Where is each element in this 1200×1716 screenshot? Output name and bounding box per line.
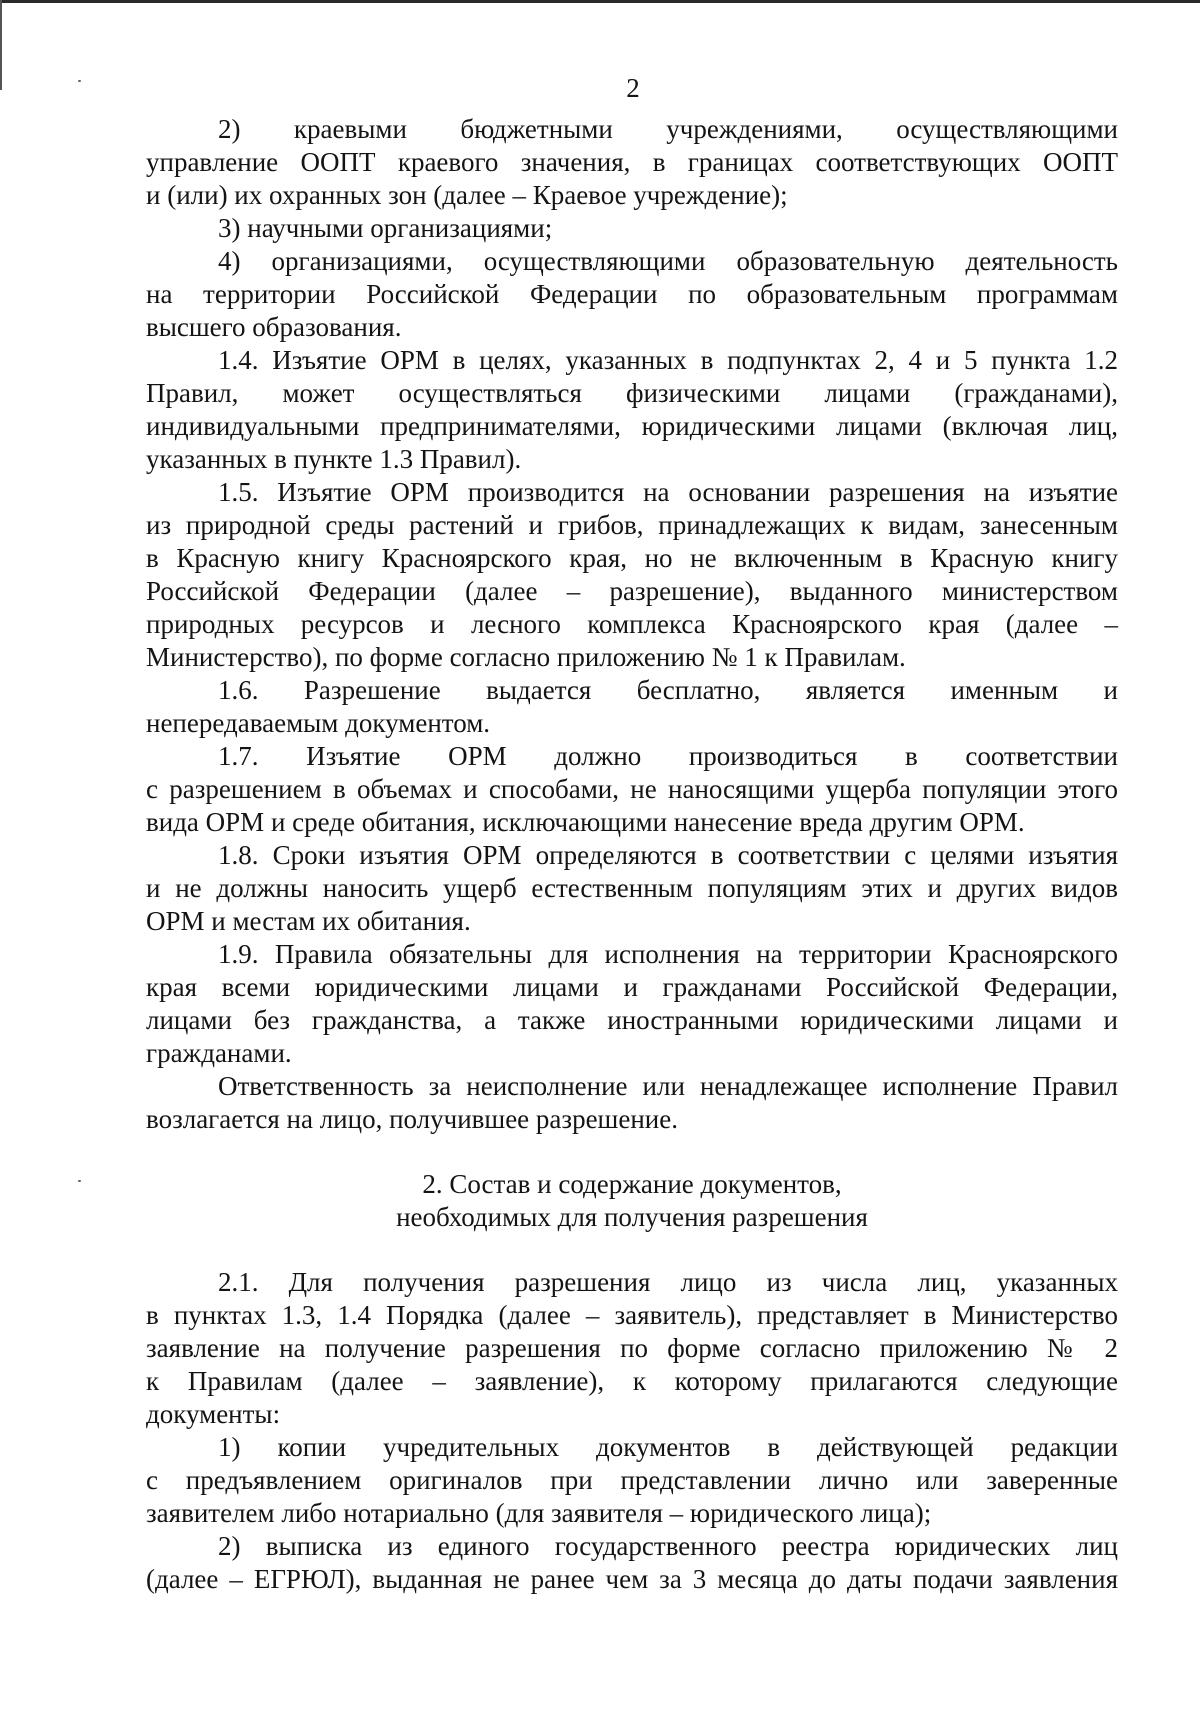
text-line: 2.1. Для получения разрешения лицо из числа лиц, указанных — [218, 1267, 1118, 1297]
body-text-section-1 — [146, 113, 1118, 1136]
section-heading — [146, 1168, 1118, 1234]
text-line: вида ОРМ и среде обитания, исключающими нанесение вреда другим ОРМ. — [146, 807, 1025, 837]
section-heading-line-1: 2. Состав и содержание документов, — [422, 1169, 842, 1199]
text-line: к Правилам (далее – заявление), к которому прилагаются следующие — [146, 1366, 1118, 1396]
text-line: возлагается на лицо, получившее разрешение. — [146, 1104, 678, 1134]
text-line: 2) выписка из единого государственного реестра юридических лиц — [218, 1531, 1118, 1561]
text-line: края всеми юридическими лицами и гражданами Российской Федерации, — [146, 972, 1118, 1002]
text-line: Правил, может осуществляться физическими лицами (гражданами), — [146, 378, 1118, 408]
text-line: высшего образования. — [146, 312, 402, 342]
text-line: 1.7. Изъятие ОРМ должно производиться в соответствии — [218, 741, 1118, 771]
text-line: 1.8. Сроки изъятия ОРМ определяются в соответствии с целями изъятия — [218, 840, 1118, 870]
text-line: управление ООПТ краевого значения, в границах соответствующих ООПТ — [146, 147, 1118, 177]
text-line: 1.4. Изъятие ОРМ в целях, указанных в подпунктах 2, 4 и 5 пункта 1.2 — [218, 345, 1118, 375]
scan-speck — [78, 1180, 81, 1182]
text-line: индивидуальными предпринимателями, юридическими лицами (включая лиц, — [146, 411, 1118, 441]
text-line: в пунктах 1.3, 1.4 Порядка (далее – заявитель), представляет в Министерство — [146, 1300, 1118, 1330]
text-line: 1.5. Изъятие ОРМ производится на основании разрешения на изъятие — [218, 477, 1118, 507]
text-line: 4) организациями, осуществляющими образовательную деятельность — [218, 246, 1118, 276]
page-number: 2 — [626, 73, 640, 103]
text-line: природных ресурсов и лесного комплекса Красноярского края (далее – — [146, 609, 1118, 639]
text-line: заявителем либо нотариально (для заявителя – юридического лица); — [146, 1498, 932, 1528]
text-line: ОРМ и местам их обитания. — [146, 906, 471, 936]
text-line: с разрешением в объемах и способами, не наносящими ущерба популяции этого — [146, 774, 1118, 804]
section-heading-line-2: необходимых для получения разрешения — [396, 1202, 868, 1232]
text-line: указанных в пункте 1.3 Правил). — [146, 444, 522, 474]
text-line: с предъявлением оригиналов при представлении лично или заверенные — [146, 1465, 1118, 1495]
text-line: из природной среды растений и грибов, принадлежащих к видам, занесенным — [146, 510, 1118, 540]
text-line: 3) научными организациями; — [218, 213, 553, 243]
text-line: документы: — [146, 1399, 281, 1429]
text-line: и не должны наносить ущерб естественным популяциям этих и других видов — [146, 873, 1118, 903]
body-text-section-2 — [146, 1266, 1118, 1596]
scan-top-edge — [0, 0, 1200, 3]
text-line: 1.9. Правила обязательны для исполнения на территории Красноярского — [218, 939, 1118, 969]
text-line: заявление на получение разрешения по форме согласно приложению № 2 — [146, 1333, 1118, 1363]
text-line: 1) копии учредительных документов в действующей редакции — [218, 1432, 1118, 1462]
text-line: Российской Федерации (далее – разрешение), выданного министерством — [146, 576, 1118, 606]
text-line: (далее – ЕГРЮЛ), выданная не ранее чем за 3 месяца до даты подачи заявления — [146, 1564, 1118, 1594]
text-line: Ответственность за неисполнение или ненадлежащее исполнение Правил — [218, 1071, 1118, 1101]
text-line: в Красную книгу Красноярского края, но не включенным в Красную книгу — [146, 543, 1118, 573]
text-line: на территории Российской Федерации по образовательным программам — [146, 279, 1118, 309]
text-line: гражданами. — [146, 1038, 292, 1068]
text-line: Министерство), по форме согласно приложению № 1 к Правилам. — [146, 642, 906, 672]
text-line: 2) краевыми бюджетными учреждениями, осуществляющими — [218, 114, 1118, 144]
text-line: и (или) их охранных зон (далее – Краевое учреждение); — [146, 180, 788, 210]
text-line: 1.6. Разрешение выдается бесплатно, является именным и — [218, 675, 1118, 705]
text-line: лицами без гражданства, а также иностранными юридическими лицами и — [146, 1005, 1118, 1035]
text-line: непередаваемым документом. — [146, 708, 491, 738]
